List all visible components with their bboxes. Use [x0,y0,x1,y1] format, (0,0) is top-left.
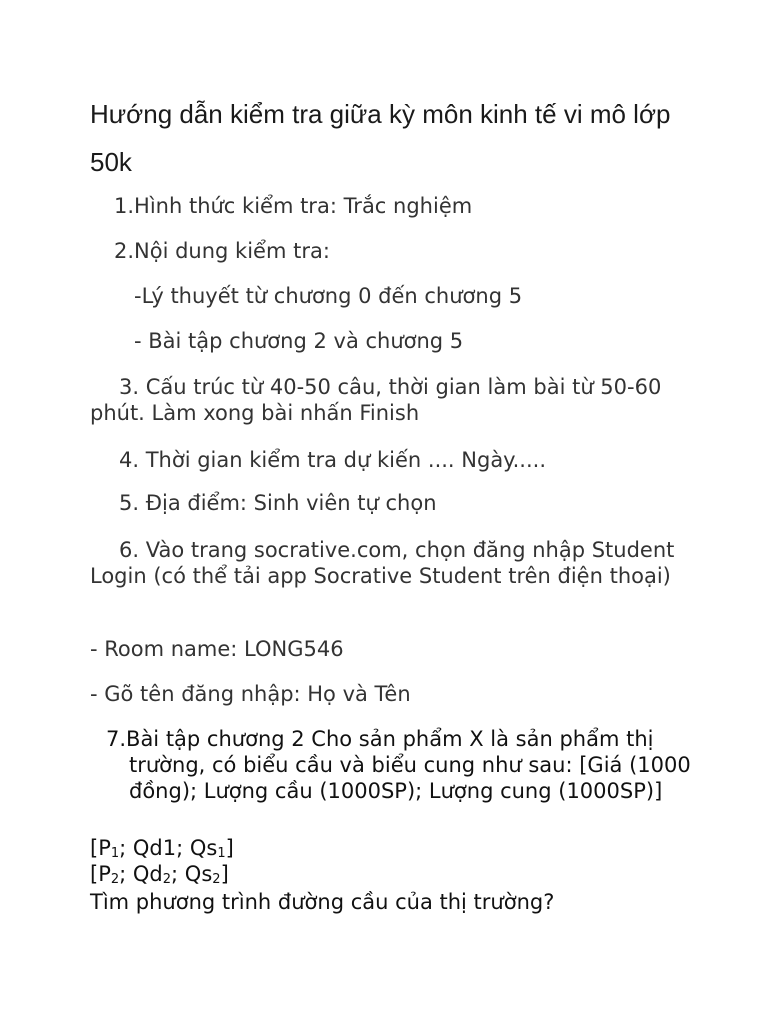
item-exam-format: 1.Hình thức kiểm tra: Trắc nghiệm [114,194,473,218]
item-theory-chapters: -Lý thuyết từ chương 0 đến chương 5 [134,284,523,308]
item-exam-location: 5. Địa điểm: Sinh viên tự chọn [119,491,437,515]
item-login-instructions: 6. Vào trang socrative.com, chọn đăng nhập Student Login (có thể tải app Socrative Student trên điện thoại) [90,538,675,588]
item-room-name: - Room name: LONG546 [90,637,344,661]
document-title: Hướng dẫn kiểm tra giữa kỳ môn kinh tế vi mô lớp 50k [90,99,671,177]
item-exam-content: 2.Nội dung kiểm tra: [114,239,330,263]
question-line: Tìm phương trình đường cầu của thị trường? [90,890,555,914]
item-login-name: - Gõ tên đăng nhập: Họ và Tên [90,682,411,706]
item-exam-structure: 3. Cấu trúc từ 40-50 câu, thời gian làm bài từ 50-60 phút. Làm xong bài nhấn Finish [90,375,662,425]
item-exam-time: 4. Thời gian kiểm tra dự kiến .... Ngày..... [119,448,546,472]
item-chapter2-exercise: 7.Bài tập chương 2 Cho sản phẩm X là sản phẩm thị trường, có biểu cầu và biểu cung như sau: [Giá (1000 đồng); Lượng cầu (1000SP); Lượng cung (1000SP)] [106,727,691,803]
formula-row-2: [P2; Qd2; Qs2] [90,862,229,887]
item-exercise-chapters: - Bài tập chương 2 và chương 5 [134,329,464,353]
formula-row-1: [P1; Qd1; Qs1] [90,836,234,861]
